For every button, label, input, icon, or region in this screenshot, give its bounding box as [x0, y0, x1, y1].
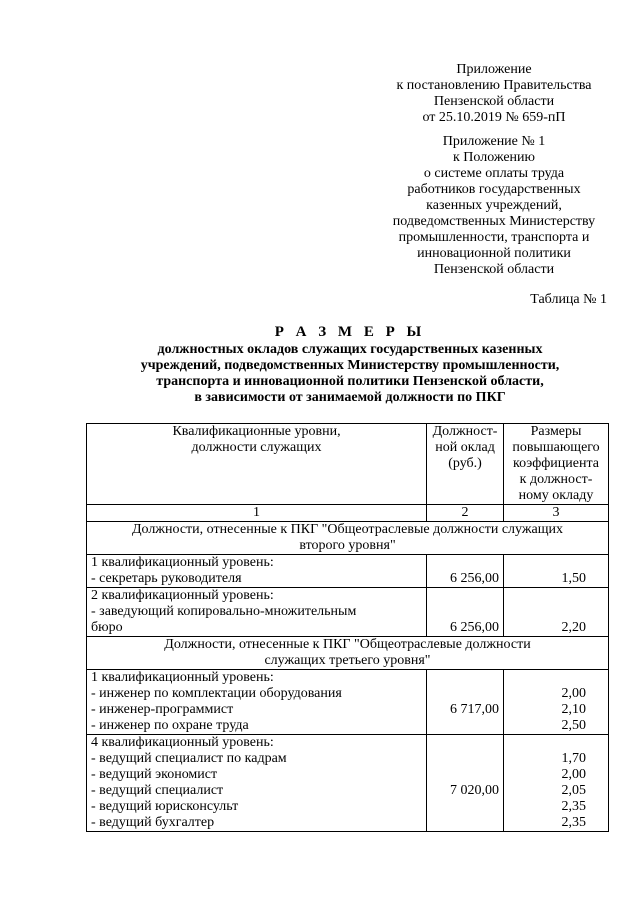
table-row [87, 735, 609, 832]
section-row [87, 637, 609, 670]
appendix-block-regulation [340, 134, 640, 278]
appendix-block-resolution [340, 62, 640, 126]
title-line: в зависимости от занимаемой должности по ПКГ [194, 390, 506, 405]
salary-cell: 6 256,00 [427, 555, 504, 588]
header-salary: Должност- ной оклад (руб.) [427, 424, 504, 505]
level-cell: 4 квалификационный уровень: - ведущий специалист по кадрам - ведущий экономист - ведущий специалист - ведущий юрисконсульт - ведущий бухгалтер [87, 735, 427, 832]
appendix-line: инновационной политики [417, 246, 571, 261]
document-title [100, 324, 600, 406]
salary-table [86, 423, 609, 832]
appendix-line: от 25.10.2019 № 659-пП [422, 110, 566, 125]
appendix-line: о системе оплаты труда [423, 166, 565, 181]
title-line: учреждений, подведомственных Министерству промышленности, [140, 358, 560, 373]
table-row [87, 588, 609, 637]
title-line: транспорта и инновационной политики Пензенской области, [156, 374, 544, 389]
header-coefficient: Размеры повышающего коэффициента к должност- ному окладу [504, 424, 609, 505]
table-header-row [87, 424, 609, 505]
appendix-line: казенных учреждений, [426, 198, 562, 213]
appendix-header [340, 62, 640, 278]
appendix-line: к постановлению Правительства [396, 78, 592, 93]
coefficient-cell: 1,50 [504, 555, 609, 588]
section-row [87, 522, 609, 555]
level-cell: 1 квалификационный уровень: - секретарь руководителя [87, 555, 427, 588]
level-cell: 2 квалификационный уровень: - заведующий копировально-множительным бюро [87, 588, 427, 637]
header-levels: Квалификационные уровни, должности служащих [87, 424, 427, 505]
title-line: должностных окладов служащих государственных казенных [157, 342, 543, 357]
appendix-line: к Положению [452, 150, 535, 165]
coefficient-cell: 2,00 2,10 2,50 [504, 670, 609, 735]
column-number: 2 [427, 505, 504, 522]
table-row [87, 555, 609, 588]
section-title: Должности, отнесенные к ПКГ "Общеотраслевые должности служащих третьего уровня" [87, 637, 609, 670]
appendix-line: работников государственных [407, 182, 581, 197]
appendix-line: Пензенской области [433, 262, 555, 277]
coefficient-cell: 1,70 2,00 2,05 2,35 2,35 [504, 735, 609, 832]
appendix-line: Пензенской области [433, 94, 555, 109]
column-number: 1 [87, 505, 427, 522]
table-number-label: Таблица № 1 [530, 292, 607, 307]
appendix-line: Приложение [456, 62, 532, 77]
level-cell: 1 квалификационный уровень: - инженер по комплектации оборудования - инженер-программист - инженер по охране труда [87, 670, 427, 735]
appendix-line: промышленности, транспорта и [398, 230, 590, 245]
table-row [87, 670, 609, 735]
column-number-row [87, 505, 609, 522]
coefficient-cell: 2,20 [504, 588, 609, 637]
appendix-line: подведомственных Министерству [392, 214, 596, 229]
column-number: 3 [504, 505, 609, 522]
section-title: Должности, отнесенные к ПКГ "Общеотраслевые должности служащих второго уровня" [87, 522, 609, 555]
salary-cell: 6 717,00 [427, 670, 504, 735]
title-main: Р А З М Е Р Ы [274, 324, 426, 340]
appendix-line: Приложение № 1 [442, 134, 546, 149]
salary-cell: 6 256,00 [427, 588, 504, 637]
salary-cell: 7 020,00 [427, 735, 504, 832]
